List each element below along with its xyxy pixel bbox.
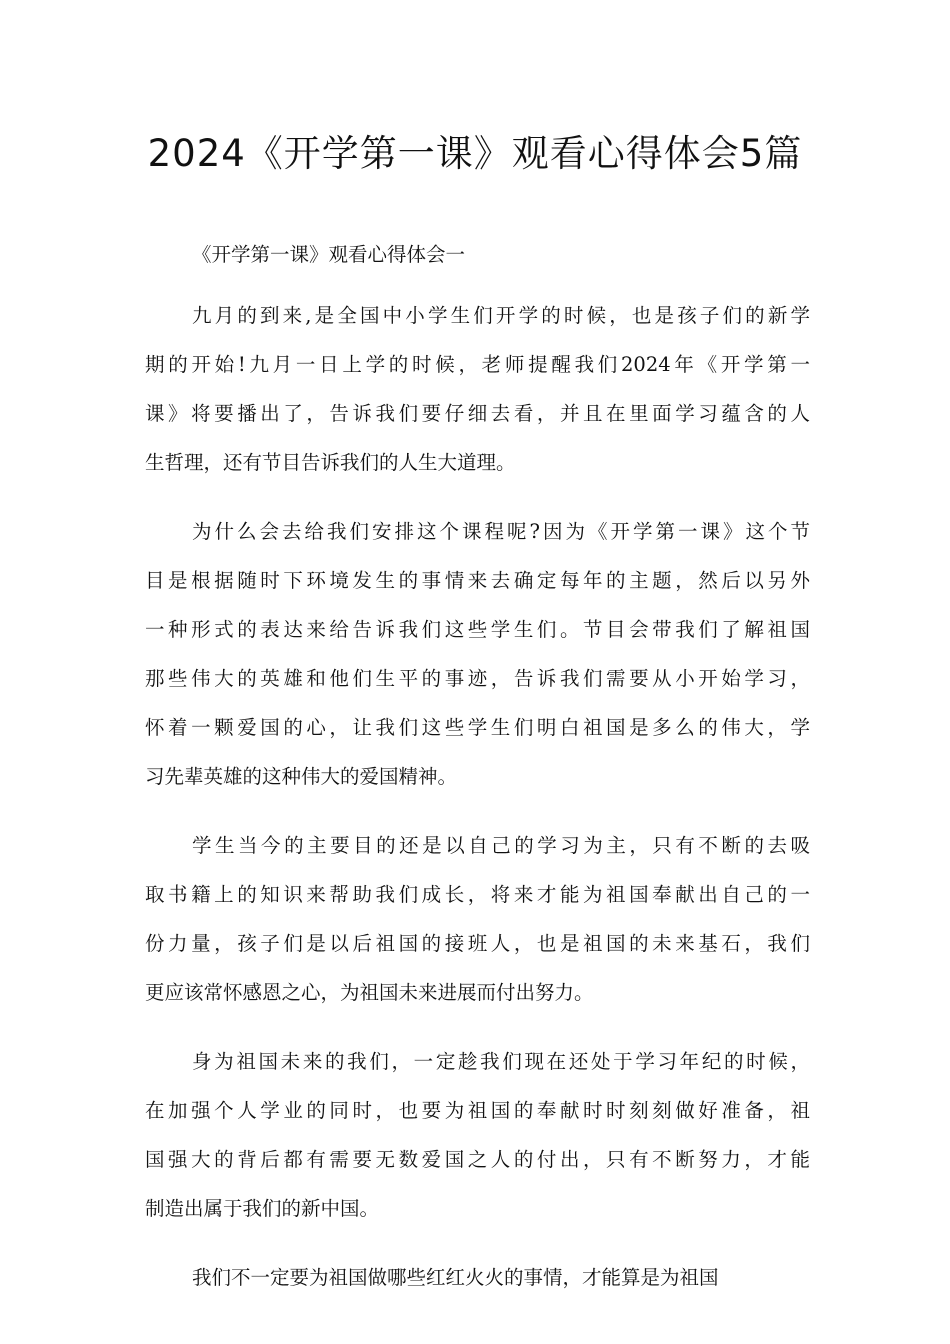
text-line: 九月的到来,是全国中小学生们开学的时候，也是孩子们的新学 — [192, 304, 810, 327]
text-line: 为什么会去给我们安排这个课程呢?因为《开学第一课》这个节 — [192, 520, 810, 543]
text-line: 我们不一定要为祖国做哪些红红火火的事情，才能算是为祖国 — [192, 1266, 719, 1289]
text-line: 期的开始!九月一日上学的时候，老师提醒我们2024年《开学第一 — [145, 353, 810, 376]
paragraph — [145, 1253, 810, 1302]
paragraph — [145, 1037, 810, 1233]
paragraph — [145, 507, 810, 801]
text-line: 习先辈英雄的这种伟大的爱国精神。 — [145, 765, 458, 788]
text-line: 身为祖国未来的我们，一定趁我们现在还处于学习年纪的时候， — [192, 1050, 810, 1073]
text-line: 生哲理，还有节目告诉我们的人生大道理。 — [145, 451, 516, 474]
text-line: 份力量，孩子们是以后祖国的接班人，也是祖国的未来基石，我们 — [145, 932, 810, 955]
text-line: 学生当今的主要目的还是以自己的学习为主，只有不断的去吸 — [192, 834, 810, 857]
paragraph — [145, 821, 810, 1017]
text-line: 制造出属于我们的新中国。 — [145, 1197, 380, 1220]
paragraph — [145, 291, 810, 487]
section-heading — [145, 230, 810, 279]
document-body — [145, 230, 810, 1322]
text-line: 怀着一颗爱国的心，让我们这些学生们明白祖国是多么的伟大，学 — [145, 716, 810, 739]
text-line: 取书籍上的知识来帮助我们成长，将来才能为祖国奉献出自己的一 — [145, 883, 810, 906]
text-line: 在加强个人学业的同时，也要为祖国的奉献时时刻刻做好准备，祖 — [145, 1099, 810, 1122]
text-line: 《开学第一课》观看心得体会一 — [192, 243, 466, 266]
text-line: 更应该常怀感恩之心，为祖国未来进展而付出努力。 — [145, 981, 594, 1004]
text-line: 课》将要播出了，告诉我们要仔细去看，并且在里面学习蕴含的人 — [145, 402, 810, 425]
text-line: 目是根据随时下环境发生的事情来去确定每年的主题，然后以另外 — [145, 569, 810, 592]
text-line: 一种形式的表达来给告诉我们这些学生们。节目会带我们了解祖国 — [145, 618, 810, 641]
text-line: 国强大的背后都有需要无数爱国之人的付出，只有不断努力，才能 — [145, 1148, 810, 1171]
document-title: 2024《开学第一课》观看心得体会5篇 — [147, 132, 803, 175]
text-line: 那些伟大的英雄和他们生平的事迹，告诉我们需要从小开始学习， — [145, 667, 810, 690]
